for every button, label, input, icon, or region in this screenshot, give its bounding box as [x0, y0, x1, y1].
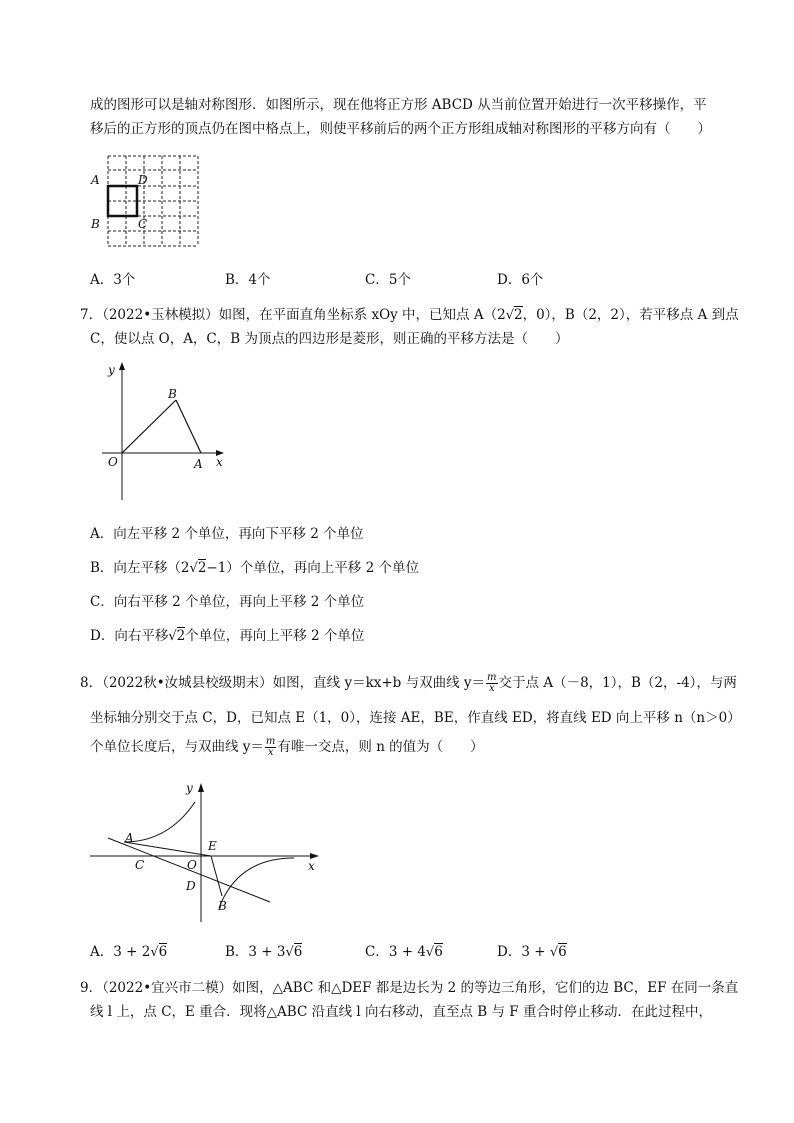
q8-opta-radicand: 6	[158, 944, 168, 960]
axis-label-x: x	[216, 455, 223, 469]
q8-text-line-3	[90, 737, 484, 758]
q8-line3-post: 有唯一交点，则 n 的值为（ ）	[277, 739, 484, 755]
label-o: O	[187, 858, 197, 872]
q7-text-line-1: 7．（2022•玉林模拟）如图，在平面直角坐标系 xOy 中，已知点 A（2√2，0），B（2，2），若平移点 A 到点	[80, 307, 739, 323]
q8-option-b: B．3 + 3√6	[225, 944, 303, 960]
q7-line1-pre: 7．（2022•玉林模拟）如图，在平面直角坐标系 xOy 中，已知点 A（2	[80, 307, 506, 323]
q8-line3-pre: 个单位长度后，与双曲线 y＝	[90, 739, 264, 755]
q6-option-b: B．4个	[225, 272, 271, 288]
q7-text-line-2: C，使以点 O，A，C，B 为顶点的四边形是菱形，则正确的平移方法是（ ）	[90, 331, 569, 347]
q6-text-line-2: 移后的正方形的顶点仍在图中格点上，则使平移前后的两个正方形组成轴对称图形的平移方向有（ ）	[90, 121, 711, 137]
y-arrow	[198, 783, 204, 792]
q6-option-a: A．3个	[90, 272, 136, 288]
q8-optb-pre: B．3 + 3	[225, 944, 286, 960]
q9-text-line-1: 9．（2022•宜兴市二模）如图，△ABC 和△DEF 都是边长为 2 的等边三角形，它们的边 BC，EF 在同一条直	[80, 980, 739, 996]
label-d: D	[138, 173, 148, 187]
q8-line1-post: 交于点 A（－8，1），B（2，-4），与两	[498, 675, 737, 691]
q7-option-b: B．向左平移（2√2−1）个单位，再向上平移 2 个单位	[90, 560, 419, 576]
label-d: D	[186, 879, 196, 893]
fraction-m-over-x: $\frac{m}{x}$	[265, 736, 276, 758]
q7-optd-post: 个单位，再向上平移 2 个单位	[185, 628, 365, 644]
q8-hyperbola-figure	[88, 780, 320, 925]
q7-optb-post: −1）个单位，再向上平移 2 个单位	[206, 560, 419, 576]
q6-text-line-1: 成的图形可以是轴对称图形．如图所示，现在他将正方形 ABCD 从当前位置开始进行一次平移操作，平	[90, 97, 707, 113]
q8-optb-radicand: 6	[293, 944, 303, 960]
q8-optd-pre: D．3 +	[497, 944, 550, 960]
label-c: C	[135, 858, 145, 872]
label-b: B	[91, 217, 100, 231]
q7-coordinate-figure	[100, 360, 235, 505]
q8-text-line-1	[80, 673, 737, 694]
q8-optc-radicand: 6	[434, 944, 443, 960]
segment-eb	[211, 856, 222, 896]
q8-opta-pre: A．3 + 2	[90, 944, 151, 960]
q8-option-d: D．3 + √6	[497, 944, 567, 960]
q8-line1-pre: 8．（2022秋•汝城县校级期末）如图，直线 y＝kx+b 与双曲线 y＝	[80, 675, 486, 691]
axis-label-y: y	[186, 781, 193, 795]
q8-optc-pre: C．3 + 4	[365, 944, 426, 960]
q6-grid-figure	[88, 150, 218, 255]
q8-option-c: C．3 + 4√6	[365, 944, 443, 960]
segment-ob	[122, 400, 176, 453]
q7-optd-pre: D．向右平移	[90, 628, 169, 644]
q7-optb-pre: B．向左平移（2	[90, 560, 190, 576]
label-a: A	[125, 831, 134, 845]
q8-text-line-2: 坐标轴分别交于点 C，D，已知点 E（1，0），连接 AE，BE，作直线 ED，将直线 ED 向上平移 n（n＞0）	[90, 710, 741, 726]
q6-option-d: D．6个	[497, 272, 544, 288]
label-a: A	[91, 173, 100, 187]
q7-optd-radicand: 2	[176, 628, 186, 644]
label-b: B	[218, 899, 227, 913]
q7-optb-radicand: 2	[197, 560, 207, 576]
q7-option-c: C．向右平移 2 个单位，再向上平移 2 个单位	[90, 594, 365, 610]
q7-line1-radicand: 2	[513, 307, 523, 323]
label-c: C	[138, 217, 148, 231]
label-a: A	[194, 457, 203, 471]
q9-text-line-2: 线 l 上，点 C，E 重合．现将△ABC 沿直线 l 向右移动，直至点 B 与 F 重合时停止移动．在此过程中，	[90, 1004, 712, 1020]
hyperbola-upper-branch	[124, 802, 195, 842]
q7-option-d: D．向右平移√2个单位，再向上平移 2 个单位	[90, 628, 365, 644]
label-e: E	[208, 839, 217, 853]
square-abcd	[108, 186, 137, 216]
axis-label-y: y	[108, 363, 115, 377]
q8-option-a: A．3 + 2√6	[90, 944, 168, 960]
label-b: B	[168, 387, 177, 401]
label-o: O	[108, 455, 118, 469]
q7-option-a: A．向左平移 2 个单位，再向下平移 2 个单位	[90, 526, 364, 542]
segment-ba	[176, 400, 201, 453]
hyperbola-lower-branch	[219, 858, 294, 908]
q6-option-c: C．5个	[365, 272, 411, 288]
y-arrow	[119, 362, 125, 370]
axis-label-x: x	[308, 859, 315, 873]
fraction-m-over-x: $\frac{m}{x}$	[487, 672, 497, 694]
q8-optd-radicand: 6	[558, 944, 567, 960]
q7-line1-post: ，0），B（2，2），若平移点 A 到点	[522, 307, 739, 323]
